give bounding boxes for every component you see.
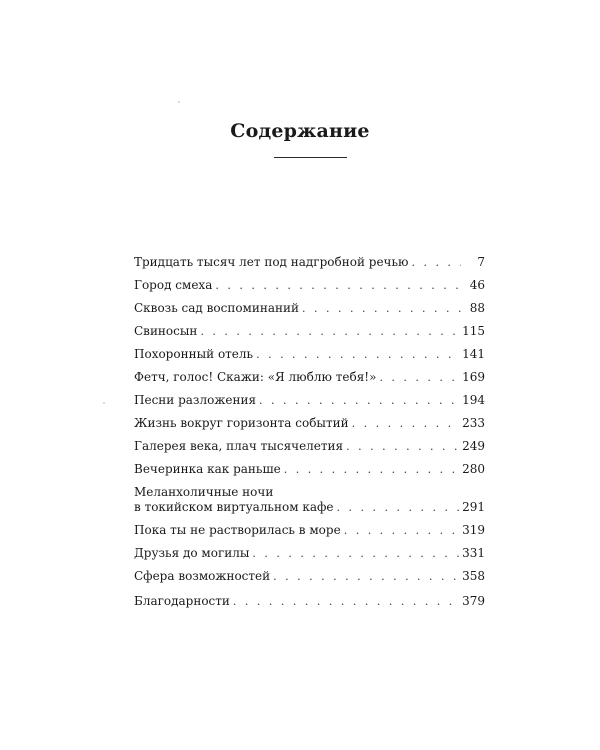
toc-entry-page: 280 (462, 462, 485, 476)
toc-leader-dots (344, 523, 460, 538)
toc-entry-title: Город смеха (134, 278, 213, 292)
title-underline-divider (274, 157, 347, 158)
toc-leader-dots (284, 462, 460, 477)
toc-entry-title: Сфера возможностей (134, 569, 271, 583)
scan-speck (178, 101, 180, 103)
toc-entry[interactable] (134, 439, 485, 454)
toc-entry-title: Свиносын (134, 324, 198, 338)
toc-entry-page: 233 (462, 416, 485, 430)
toc-entry-title: Сквозь сад воспоминаний (134, 301, 300, 315)
toc-entry-title-line2: в токийском виртуальном кафе (134, 500, 334, 514)
toc-entry-page: 169 (462, 370, 485, 384)
toc-entry[interactable] (134, 523, 485, 538)
toc-entry-page: 291 (462, 500, 485, 514)
table-of-contents (134, 255, 485, 617)
toc-leader-dots (256, 347, 460, 362)
toc-entry[interactable] (134, 393, 485, 408)
toc-leader-dots (215, 278, 461, 293)
toc-leader-dots (302, 301, 461, 316)
toc-entry-page: 46 (469, 278, 485, 292)
toc-entry-title: Вечеринка как раньше (134, 462, 281, 476)
toc-leader-dots (273, 569, 460, 584)
toc-entry-title: Галерея века, плач тысячелетия (134, 439, 344, 453)
toc-entry-title: Тридцать тысяч лет под надгробной речью (134, 255, 409, 269)
toc-leader-dots (379, 370, 460, 385)
toc-entry-page: 319 (462, 523, 485, 537)
toc-entry-page: 379 (462, 594, 485, 608)
toc-entry-page: 358 (462, 569, 485, 583)
toc-entry[interactable] (134, 255, 485, 270)
toc-entry-title (134, 485, 337, 515)
toc-entry[interactable] (134, 569, 485, 584)
toc-entry-title: Фетч, голос! Скажи: «Я люблю тебя!» (134, 370, 377, 384)
toc-entry[interactable] (134, 347, 485, 362)
toc-entry-page: 249 (462, 439, 485, 453)
toc-entry-page: 88 (469, 301, 485, 315)
toc-entry-page: 7 (477, 255, 485, 269)
toc-entry[interactable] (134, 546, 485, 561)
toc-entry[interactable] (134, 594, 485, 609)
toc-entry-page: 141 (462, 347, 485, 361)
toc-entry-title: Песни разложения (134, 393, 257, 407)
toc-entry[interactable] (134, 416, 485, 431)
toc-entry[interactable] (134, 370, 485, 385)
toc-entry-page: 331 (462, 546, 485, 560)
toc-leader-dots (252, 546, 460, 561)
toc-entry-title: Благодарности (134, 594, 230, 608)
scan-speck (103, 402, 105, 404)
toc-entry-page: 194 (462, 393, 485, 407)
toc-entry-title: Друзья до могилы (134, 546, 250, 560)
toc-leader-dots (346, 439, 460, 454)
toc-entry-title: Похоронный отель (134, 347, 254, 361)
toc-entry[interactable] (134, 324, 485, 339)
toc-entry[interactable] (134, 462, 485, 477)
toc-entry[interactable] (134, 278, 485, 293)
toc-leader-dots (259, 393, 460, 408)
toc-leader-dots (411, 255, 461, 270)
toc-leader-dots (352, 416, 460, 431)
toc-entry-title: Жизнь вокруг горизонта событий (134, 416, 349, 430)
toc-entry-title: Пока ты не растворилась в море (134, 523, 341, 537)
toc-entry[interactable] (134, 301, 485, 316)
toc-leader-dots (233, 594, 460, 609)
toc-entry[interactable] (134, 485, 485, 515)
toc-entry-title-line1: Меланхоличные ночи (134, 485, 274, 499)
page-title: Содержание (230, 120, 370, 142)
toc-leader-dots (200, 324, 460, 339)
toc-leader-dots (337, 500, 461, 515)
toc-entry-page: 115 (462, 324, 485, 338)
